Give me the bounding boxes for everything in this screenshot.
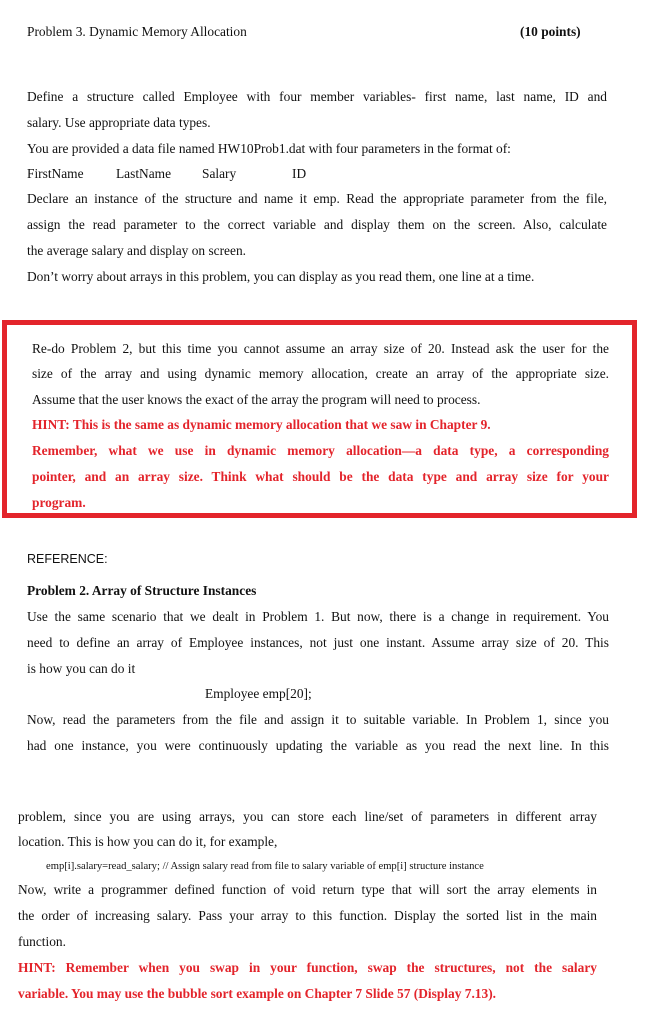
paragraph-line: size of the array and using dynamic memory allocation, create an array of the appropriate size.: [32, 366, 609, 381]
hint-line: program.: [32, 495, 86, 510]
paragraph-line: Define a structure called Employee with four member variables- first name, last name, ID and: [27, 89, 607, 104]
code-line: Employee emp[20];: [205, 686, 312, 701]
hint-line: pointer, and an array size. Think what should be the data type and array size for your: [32, 469, 609, 484]
paragraph-line: Assume that the user knows the exact of the array the program will need to process.: [32, 392, 481, 407]
paragraph-line: You are provided a data file named HW10Prob1.dat with four parameters in the format of:: [27, 141, 511, 156]
file-format-fields: [27, 165, 306, 183]
paragraph-line: is how you can do it: [27, 661, 136, 676]
reference-title: Problem 2. Array of Structure Instances: [27, 583, 257, 598]
paragraph-line: assign the read parameter to the correct variable and display them on the screen. Also, calculate: [27, 217, 607, 232]
field-id: ID: [292, 166, 307, 181]
paragraph-line: Use the same scenario that we dealt in Problem 1. But now, there is a change in requirement. You: [27, 609, 609, 624]
hint-line: Remember, what we use in dynamic memory allocation—a data type, a corresponding: [32, 443, 609, 458]
hint-line: variable. You may use the bubble sort example on Chapter 7 Slide 57 (Display 7.13).: [18, 986, 496, 1001]
paragraph-line: had one instance, you were continuously updating the variable as you read the next line. In this: [27, 738, 609, 753]
paragraph-line: problem, since you are using arrays, you can store each line/set of parameters in different array: [18, 809, 597, 824]
hint-line: HINT: Remember when you swap in your function, swap the structures, not the salary: [18, 960, 597, 975]
paragraph-line: location. This is how you can do it, for example,: [18, 834, 278, 849]
paragraph-line: the order of increasing salary. Pass your array to this function. Display the sorted list in the main: [18, 908, 597, 923]
paragraph-line: salary. Use appropriate data types.: [27, 115, 211, 130]
paragraph-line: Declare an instance of the structure and name it emp. Read the appropriate parameter from the file,: [27, 191, 607, 206]
paragraph-line: Don’t worry about arrays in this problem, you can display as you read them, one line at a time.: [27, 269, 535, 284]
field-salary: Salary: [202, 166, 237, 181]
hint-line: HINT: This is the same as dynamic memory allocation that we saw in Chapter 9.: [32, 417, 491, 432]
points-label: (10 points): [520, 24, 581, 39]
paragraph-line: Now, read the parameters from the file and assign it to suitable variable. In Problem 1, since you: [27, 712, 609, 727]
problem-title: Problem 3. Dynamic Memory Allocation: [27, 24, 247, 39]
field-firstname: FirstName: [27, 166, 84, 181]
reference-label: REFERENCE:: [27, 552, 108, 566]
paragraph-line: Re-do Problem 2, but this time you cannot assume an array size of 20. Instead ask the user for the: [32, 341, 609, 356]
field-lastname: LastName: [116, 166, 172, 181]
paragraph-line: function.: [18, 934, 66, 949]
paragraph-line: the average salary and display on screen.: [27, 243, 246, 258]
code-line: emp[i].salary=read_salary; // Assign salary read from file to salary variable of emp[i] structure instance: [46, 861, 484, 872]
paragraph-line: Now, write a programmer defined function of void return type that will sort the array elements in: [18, 882, 597, 897]
paragraph-line: need to define an array of Employee instances, not just one instant. Assume array size of 20. This: [27, 635, 609, 650]
